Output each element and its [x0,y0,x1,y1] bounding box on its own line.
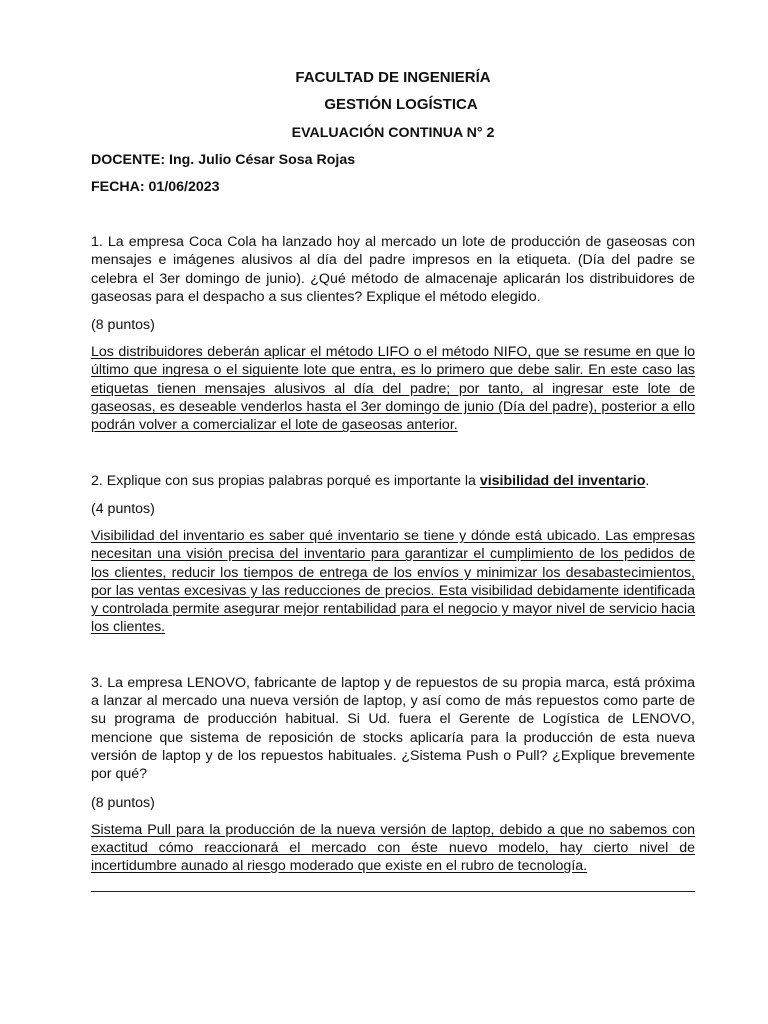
evaluation-title: EVALUACIÓN CONTINUA N° 2 [291,125,495,141]
document-page [91,60,695,900]
faculty-title: FACULTAD DE INGENIERÍA [295,69,491,86]
question-1-answer: Los distribuidores deberán aplicar el método LIFO o el método NIFO, que se resume en que lo último que ingresa o el siguiente lote que entra, es lo primero que debe salir. En este caso las etiquetas tienen mensajes alusivos al día del padre; por tanto, al ingresar este lote de gaseosas, es deseable venderlos hasta el 3er domingo de junio (Día del padre), posterior a ello podrán volver a comercializar el lote de gaseosas anterior. [91,344,695,434]
question-3-text: 3. La empresa LENOVO, fabricante de laptop y de repuestos de su propia marca, está próxima a lanzar al mercado una nueva versión de laptop, y así como de más repuestos como parte de su programa de producción habitual. Si Ud. fuera el Gerente de Logística de LENOVO, mencione que sistema de reposición de stocks aplicaría para la producción de esta nueva versión de laptop y de los repuestos habituales. ¿Sistema Push o Pull? ¿Explique brevemente por qué? [91,674,695,783]
question-2-text-before: 2. Explique con sus propias palabras porqué es importante la [91,472,480,489]
course-title: GESTIÓN LOGÍSTICA [324,96,478,113]
question-2-text [91,472,695,490]
question-2-emphasis: visibilidad del inventario [479,472,646,489]
teacher-line: DOCENTE: Ing. Julio César Sosa Rojas [91,152,356,168]
question-2-answer: Visibilidad del inventario es saber qué inventario se tiene y dónde está ubicado. Las empresas necesitan una visión precisa del inventario para garantizar el cumplimiento de los pedidos de los clientes, reducir los tiempos de entrega de los envíos y minimizar los desabastecimientos, por las ventas excesivas y las reducciones de precios. Esta visibilidad debidamente identificada y controlada permite asegurar mejor rentabilidad para el negocio y mayor nivel de servicio hacia los clientes. [91,527,695,636]
bottom-divider [91,891,695,892]
date-line: FECHA: 01/06/2023 [91,179,220,195]
question-2-points: (4 puntos) [91,500,155,517]
question-1-points: (8 puntos) [91,317,155,334]
question-3-answer: Sistema Pull para la producción de la nueva versión de laptop, debido a que no sabemos con exactitud cómo reaccionará el mercado con éste nuevo modelo, hay cierto nivel de incertidumbre aunado al riesgo moderado que existe en el rubro de tecnología. [91,821,695,875]
question-2-text-after: . [645,472,650,489]
question-1-text: 1. La empresa Coca Cola ha lanzado hoy al mercado un lote de producción de gaseosas con mensajes e imágenes alusivos al día del padre impresos en la etiqueta. (Día del padre se celebra el 3er domingo de junio). ¿Qué método de almacenaje aplicarán los distribuidores de gaseosas para el despacho a sus clientes? Explique el método elegido. [91,234,695,305]
question-3-points: (8 puntos) [91,794,155,811]
